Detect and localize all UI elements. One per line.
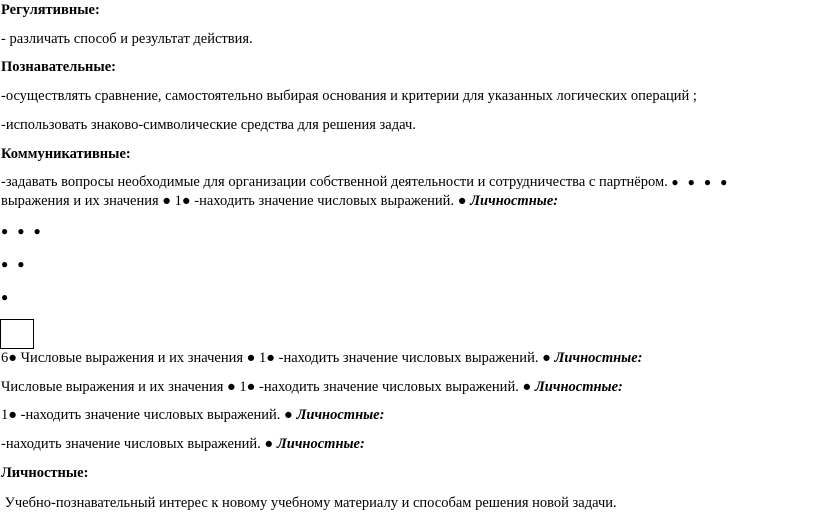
- cognitive-item-1: -осуществлять сравнение, самостоятельно выбирая основания и критерии для указанных логических операций ;: [1, 88, 697, 104]
- personal-item-1: Учебно-познавательный интерес к новому учебному материалу и способам решения новой задачи.: [1, 495, 617, 511]
- personal-heading: Личностные:: [1, 465, 89, 481]
- communicative-item-1: [1, 173, 730, 191]
- regulative-item-1: - различать способ и результат действия.: [1, 31, 253, 47]
- cognitive-item-2: -использовать знаково-символические средства для решения задач.: [1, 117, 416, 133]
- bullet-dots: ● ● ● ●: [671, 175, 731, 189]
- communicative-heading: Коммуникативные:: [1, 146, 131, 162]
- communicative-item-1-text: -задавать вопросы необходимые для организации собственной деятельности и сотрудничества с партнёром.: [1, 174, 668, 190]
- communicative-item-2: [1, 192, 558, 210]
- numeric-line-8: [1, 406, 384, 424]
- personal-label: Личностные:: [534, 379, 623, 395]
- regulative-heading: Регулятивные:: [1, 2, 100, 18]
- numeric-line-9-text: -находить значение числовых выражений. ●: [1, 436, 274, 452]
- numeric-line-9: [1, 435, 365, 453]
- numeric-line-6-text: 6● Числовые выражения и их значения ● 1● -находить значение числовых выражений. ●: [1, 350, 551, 366]
- numeric-line-8-text: 1● -находить значение числовых выражений. ●: [1, 407, 293, 423]
- personal-label: Личностные:: [470, 193, 559, 209]
- personal-label: Личностные:: [554, 350, 643, 366]
- personal-label: Личностные:: [276, 436, 365, 452]
- numeric-line-7-text: Числовые выражения и их значения ● 1● -находить значение числовых выражений. ●: [1, 379, 532, 395]
- empty-box: [0, 319, 34, 349]
- personal-label: Личностные:: [296, 407, 385, 423]
- communicative-item-2-text: выражения и их значения ● 1● -находить значение числовых выражений. ●: [1, 193, 467, 209]
- bullet-dots-2: ● ●: [1, 257, 28, 271]
- numeric-line-7: [1, 378, 623, 396]
- bullet-dots-1: ●: [1, 290, 12, 304]
- numeric-line-6: [1, 349, 642, 367]
- cognitive-heading: Познавательные:: [1, 59, 116, 75]
- bullet-dots-3: ● ● ●: [1, 224, 44, 238]
